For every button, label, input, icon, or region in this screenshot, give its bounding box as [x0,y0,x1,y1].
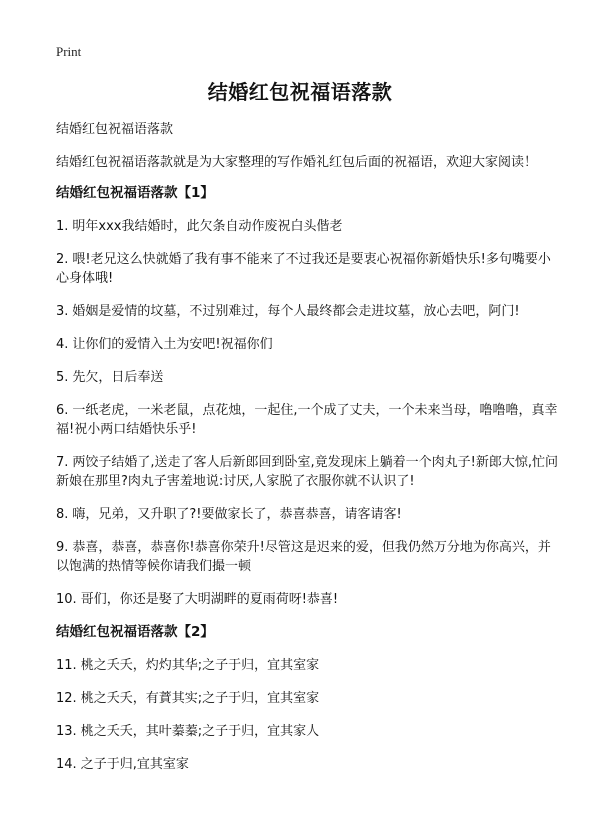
item-number: 11. [56,658,77,673]
blessing-list-1 [56,217,562,609]
list-item [56,302,562,321]
list-item [56,689,562,708]
document-subtitle: 结婚红包祝福语落款 [56,122,174,137]
item-number: 6. [56,403,69,418]
list-item [56,590,562,609]
item-text: 婚姻是爱情的坟墓，不过别难过，每个人最终都会走进坟墓，放心去吧，阿门! [72,304,520,319]
blessing-list-2 [56,656,562,774]
list-item [56,656,562,675]
list-item [56,453,562,491]
item-text: 桃之夭夭，其叶蓁蓁;之子于归，宜其家人 [80,724,320,739]
item-number: 7. [56,455,69,470]
list-item [56,401,562,439]
item-number: 9. [56,540,69,555]
page-title: 结婚红包祝福语落款 [207,80,393,104]
item-text: 嗨，兄弟，又升职了?!要做家长了，恭喜恭喜，请客请客! [72,507,402,522]
item-text: 明年xxx我结婚时，此欠条自动作废祝白头偕老 [72,219,343,234]
item-number: 3. [56,304,69,319]
list-item [56,250,562,288]
item-number: 8. [56,507,69,522]
section-heading-2: 结婚红包祝福语落款【2】 [56,624,214,640]
item-text: 喂!老兄这么快就婚了我有事不能来了不过我还是要衷心祝福你新婚快乐!多句嘴要小心身体哦! [56,252,551,286]
list-item [56,217,562,236]
intro-paragraph: 结婚红包祝福语落款就是为大家整理的写作婚礼红包后面的祝福语，欢迎大家阅读！ [56,155,538,170]
list-item [56,505,562,524]
item-text: 一纸老虎，一米老鼠，点花烛，一起住,一个成了丈夫，一个未来当母，噜噜噜，真幸福!祝小两口结婚快乐乎! [56,403,558,437]
item-text: 桃之夭夭，有蕡其实;之子于归，宜其室家 [80,691,320,706]
list-item [56,722,562,741]
item-number: 13. [56,724,77,739]
list-item [56,335,562,354]
item-number: 5. [56,370,69,385]
item-number: 2. [56,252,69,267]
list-item [56,368,562,387]
item-text: 之子于归,宜其室家 [80,757,189,772]
item-number: 14. [56,757,77,772]
list-item [56,538,562,576]
item-text: 让你们的爱情入土为安吧!祝福你们 [72,337,273,352]
item-number: 4. [56,337,69,352]
list-item [56,755,562,774]
item-text: 两饺子结婚了,送走了客人后新郎回到卧室,竟发现床上躺着一个肉丸子!新郎大惊,忙问新娘在那里?肉丸子害羞地说:讨厌,人家脱了衣服你就不认识了! [56,455,559,489]
document-body [56,120,562,788]
item-text: 哥们，你还是娶了大明湖畔的夏雨荷呀!恭喜! [80,592,339,607]
print-link[interactable]: Print [56,44,82,59]
item-number: 12. [56,691,77,706]
item-text: 桃之夭夭，灼灼其华;之子于归，宜其室家 [80,658,320,673]
item-number: 10. [56,592,77,607]
item-text: 先欠，日后奉送 [72,370,164,385]
item-number: 1. [56,219,69,234]
item-text: 恭喜，恭喜，恭喜你!恭喜你荣升!尽管这是迟来的爱，但我仍然万分地为你高兴，并以饱满的热情等候你请我们撮一顿 [56,540,551,574]
section-heading-1: 结婚红包祝福语落款【1】 [56,185,214,201]
